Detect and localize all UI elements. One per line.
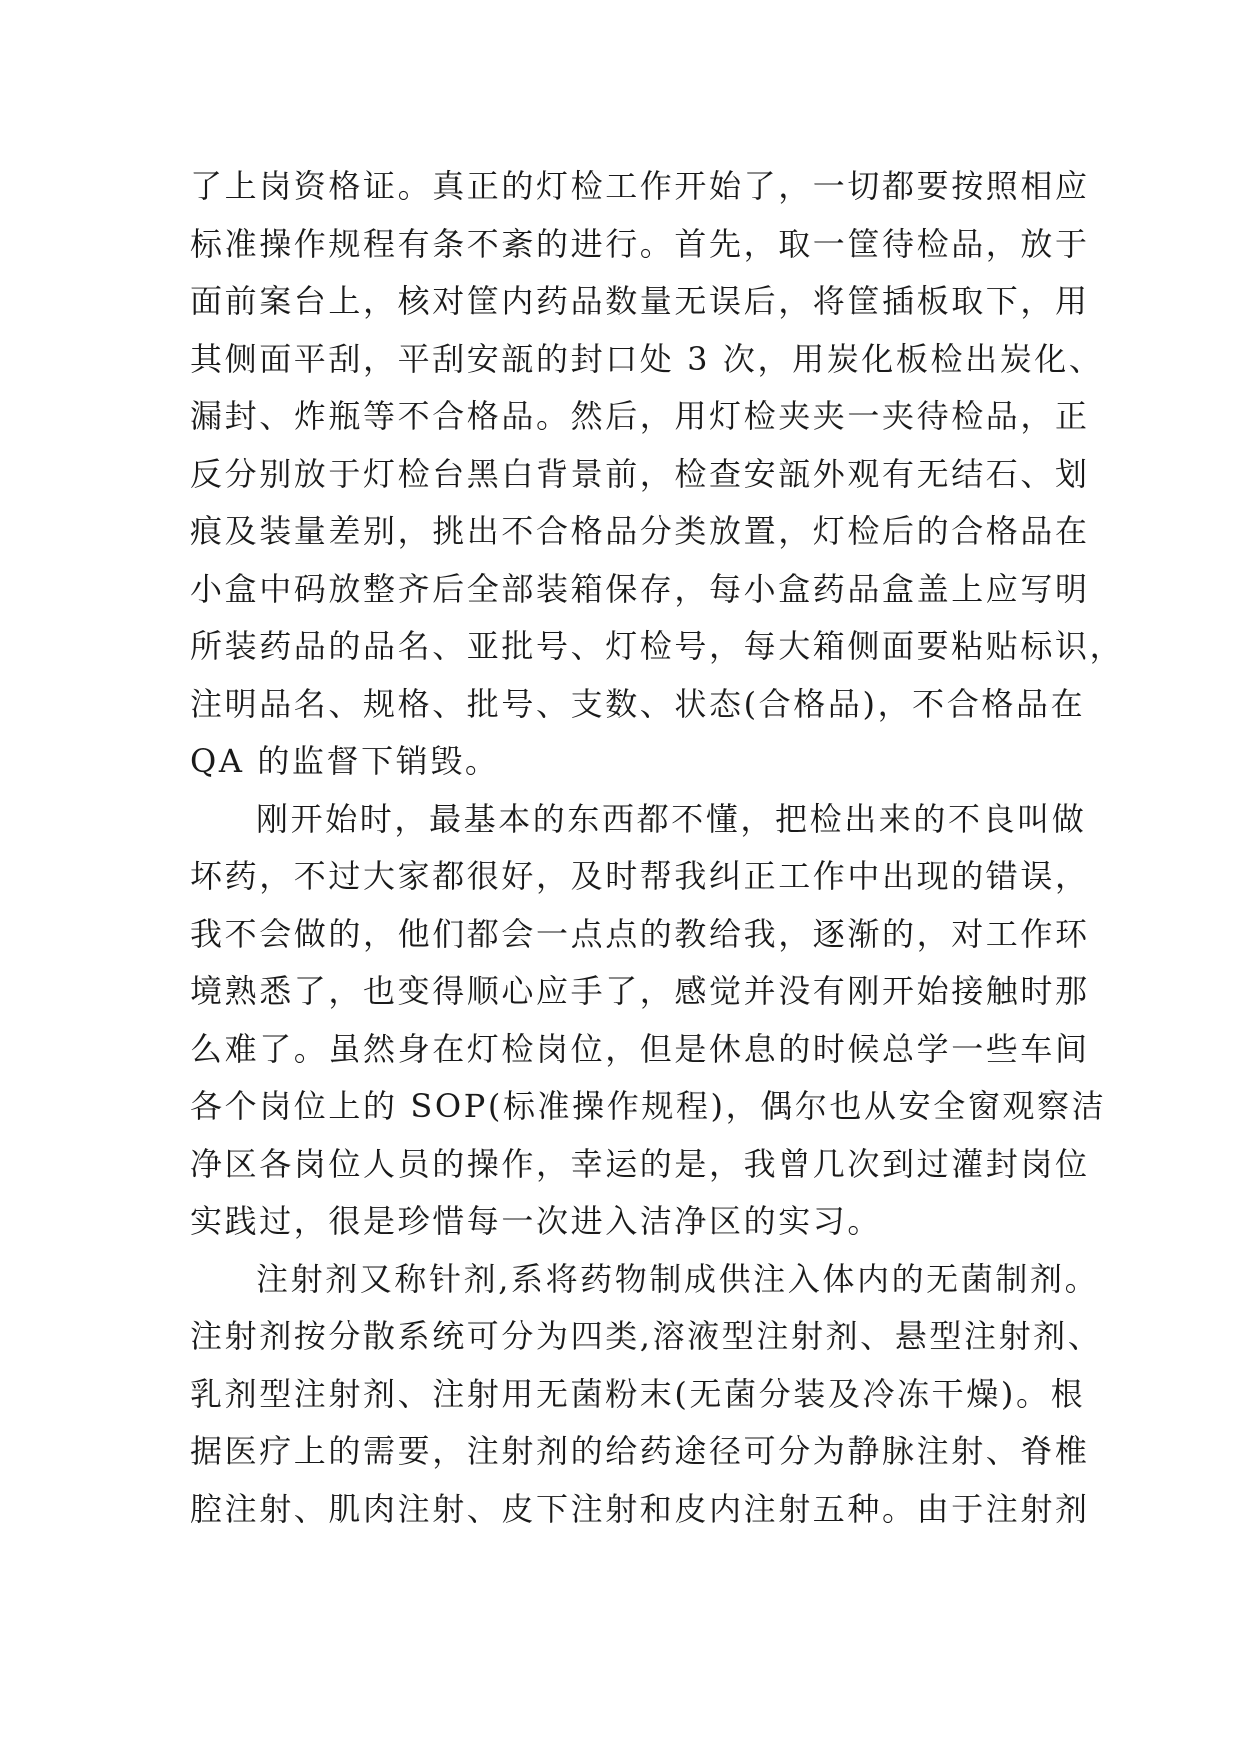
text-line: 其侧面平刮，平刮安瓿的封口处 3 次，用炭化板检出炭化、 xyxy=(190,339,1104,378)
text-line: 乳剂型注射剂、注射用无菌粉末(无菌分装及冷冻干燥)。根 xyxy=(190,1374,1086,1413)
text-line: 么难了。虽然身在灯检岗位，但是休息的时候总学一些车间 xyxy=(190,1029,1090,1068)
text-line: 腔注射、肌肉注射、皮下注射和皮内注射五种。由于注射剂 xyxy=(190,1489,1090,1528)
text-line: 了上岗资格证。真正的灯检工作开始了，一切都要按照相应 xyxy=(190,167,1090,205)
paragraph-start-line: 刚开始时，最基本的东西都不懂，把检出来的不良叫做 xyxy=(256,799,1087,838)
text-line: 漏封、炸瓶等不合格品。然后，用灯检夹夹一夹待检品，正 xyxy=(190,397,1090,435)
body-text xyxy=(190,158,1125,1538)
text-line: 注射剂按分散系统可分为四类,溶液型注射剂、悬型注射剂、 xyxy=(190,1317,1103,1355)
text-line: 据医疗上的需要，注射剂的给药途径可分为静脉注射、脊椎 xyxy=(190,1432,1090,1470)
text-line: 反分别放于灯检台黑白背景前，检查安瓿外观有无结石、划 xyxy=(190,454,1090,493)
text-line: 标准操作规程有条不紊的进行。首先，取一筐待检品，放于 xyxy=(190,224,1090,263)
text-line: 痕及装量差别，挑出不合格品分类放置，灯检后的合格品在 xyxy=(190,512,1090,550)
text-line: 境熟悉了，也变得顺心应手了，感觉并没有刚开始接触时那 xyxy=(190,972,1090,1010)
text-line: 我不会做的，他们都会一点点的教给我，逐渐的，对工作环 xyxy=(190,914,1090,953)
text-line: 所装药品的品名、亚批号、灯检号，每大箱侧面要粘贴标识， xyxy=(190,627,1125,665)
paragraph-start-line: 注射剂又称针剂,系将药物制成供注入体内的无菌制剂。 xyxy=(256,1259,1100,1298)
text-line: 实践过，很是珍惜每一次进入洁净区的实习。 xyxy=(190,1202,883,1240)
text-line: 坏药，不过大家都很好，及时帮我纠正工作中出现的错误， xyxy=(190,857,1090,895)
text-line: 小盒中码放整齐后全部装箱保存，每小盒药品盒盖上应写明 xyxy=(190,569,1090,608)
text-line: 注明品名、规格、批号、支数、状态(合格品)，不合格品在 xyxy=(190,684,1086,723)
text-line: 面前案台上，核对筐内药品数量无误后，将筐插板取下，用 xyxy=(190,282,1090,320)
text-line: QA 的监督下销毁。 xyxy=(190,742,500,780)
text-line: 净区各岗位人员的操作，幸运的是，我曾几次到过灌封岗位 xyxy=(190,1144,1090,1183)
text-line: 各个岗位上的 SOP(标准操作规程)，偶尔也从安全窗观察洁 xyxy=(190,1087,1107,1125)
